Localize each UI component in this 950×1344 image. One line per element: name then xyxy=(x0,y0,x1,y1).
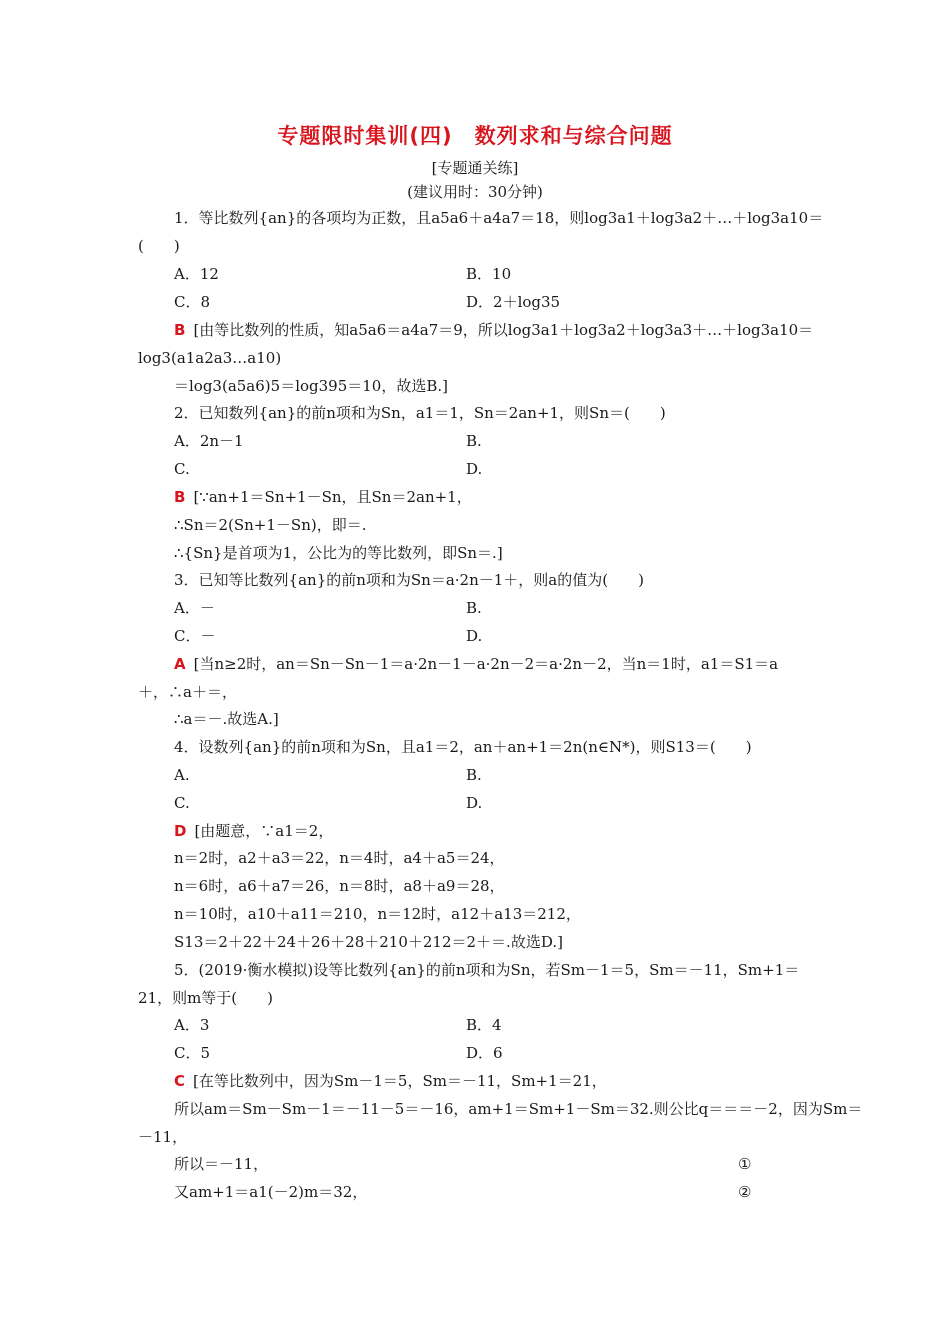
time-note: (建议用时：30分钟) xyxy=(407,183,543,201)
q3-option-d: D. xyxy=(466,627,483,645)
q3-option-b: B. xyxy=(466,599,482,617)
q1-solution xyxy=(174,320,813,340)
q1-stem-paren: ( ) xyxy=(138,237,180,255)
q2-solution-line2: ∴Sn＝2(Sn+1－Sn)，即＝. xyxy=(174,516,367,534)
q1-answer: B xyxy=(174,321,186,339)
q5-stem-line2: 21，则m等于( ) xyxy=(138,989,274,1007)
q1-solution-line3: ＝log3(a5a6)5＝log395＝10，故选B.] xyxy=(174,377,448,395)
q3-stem: 3．已知等比数列{an}的前n项和为Sn＝a·2n－1＋，则a的值为( ) xyxy=(174,571,644,589)
q4-answer: D xyxy=(174,822,187,840)
q5-solution xyxy=(174,1071,607,1091)
q4-solution-line1: [由题意，∵a1＝2， xyxy=(194,822,334,840)
q3-solution-line1: [当n≥2时，an＝Sn－Sn－1＝a·2n－1－a·2n－2＝a·2n－2，当n＝1时，a1＝S1＝a xyxy=(193,655,779,673)
q4-solution-line3: n＝6时，a6＋a7＝26，n＝8时，a8＋a9＝28， xyxy=(174,877,505,895)
equation-marker-2: ② xyxy=(738,1183,752,1201)
q2-option-b: B. xyxy=(466,432,482,450)
q5-stem: 5．(2019·衡水模拟)设等比数列{an}的前n项和为Sn，若Sm－1＝5，Sm＝－11，Sm+1＝ xyxy=(174,961,800,979)
q4-solution-line4: n＝10时，a10＋a11＝210，n＝12时，a12＋a13＝212， xyxy=(174,905,581,923)
q2-solution-line1: [∵an+1＝Sn+1－Sn，且Sn＝2an+1， xyxy=(193,488,472,506)
q5-answer: C xyxy=(174,1072,186,1090)
q5-option-b: B．4 xyxy=(466,1016,502,1034)
q4-option-c: C. xyxy=(174,794,190,812)
q1-stem: 1．等比数列{an}的各项均为正数，且a5a6＋a4a7＝18，则log3a1＋log3a2＋…＋log3a10＝ xyxy=(174,209,824,227)
q2-option-d: D. xyxy=(466,460,483,478)
q2-stem: 2．已知数列{an}的前n项和为Sn，a1＝1，Sn＝2an+1，则Sn＝( ) xyxy=(174,404,666,422)
q2-option-a: A．2n－1 xyxy=(174,432,244,450)
q5-solution-line1: [在等比数列中，因为Sm－1＝5，Sm＝－11，Sm+1＝21， xyxy=(193,1072,607,1090)
q1-option-b: B．10 xyxy=(466,265,512,283)
q5-option-d: D．6 xyxy=(466,1044,503,1062)
q5-solution-line5: 又am+1＝a1(－2)m＝32， xyxy=(174,1183,368,1201)
q1-solution-line1: [由等比数列的性质，知a5a6＝a4a7＝9，所以log3a1＋log3a2＋log3a3＋…＋log3a10＝ xyxy=(193,321,814,339)
q3-solution xyxy=(174,654,778,674)
q5-option-c: C．5 xyxy=(174,1044,211,1062)
q4-option-a: A. xyxy=(174,766,190,784)
q1-option-a: A．12 xyxy=(174,265,219,283)
q3-answer: A xyxy=(174,655,186,673)
q5-solution-line2: 所以am＝Sm－Sm－1＝－11－5＝－16，am+1＝Sm+1－Sm＝32.则公比q＝＝＝－2，因为Sm＝ xyxy=(174,1100,863,1118)
q5-option-a: A．3 xyxy=(174,1016,210,1034)
q4-option-b: B. xyxy=(466,766,482,784)
q1-option-c: C．8 xyxy=(174,293,211,311)
q4-solution-line5: S13＝2＋22＋24＋26＋28＋210＋212＝2＋＝.故选D.] xyxy=(174,933,563,951)
page-title: 专题限时集训(四) 数列求和与综合问题 xyxy=(277,124,673,148)
q1-solution-line2: log3(a1a2a3…a10) xyxy=(138,349,282,367)
q4-option-d: D. xyxy=(466,794,483,812)
equation-marker-1: ① xyxy=(738,1155,752,1173)
q3-solution-line2: ＋，∴a＋＝， xyxy=(138,683,237,701)
q2-option-c: C. xyxy=(174,460,190,478)
q3-solution-line3: ∴a＝－.故选A.] xyxy=(174,710,279,728)
q3-option-a: A．－ xyxy=(174,599,215,617)
q1-option-d: D．2＋log35 xyxy=(466,293,561,311)
q5-solution-line3: －11， xyxy=(138,1128,188,1146)
q3-option-c: C．－ xyxy=(174,627,216,645)
q2-solution-line3: ∴{Sn}是首项为1，公比为的等比数列，即Sn＝.] xyxy=(174,544,503,562)
q4-solution-line2: n＝2时，a2＋a3＝22，n＝4时，a4＋a5＝24， xyxy=(174,849,505,867)
q4-solution xyxy=(174,821,333,841)
section-label: [专题通关练] xyxy=(431,159,519,177)
q5-solution-line4: 所以＝－11， xyxy=(174,1155,269,1173)
q2-answer: B xyxy=(174,488,186,506)
q4-stem: 4．设数列{an}的前n项和为Sn，且a1＝2，an＋an+1＝2n(n∈N*)，则S13＝( ) xyxy=(174,738,752,756)
q2-solution xyxy=(174,487,472,507)
